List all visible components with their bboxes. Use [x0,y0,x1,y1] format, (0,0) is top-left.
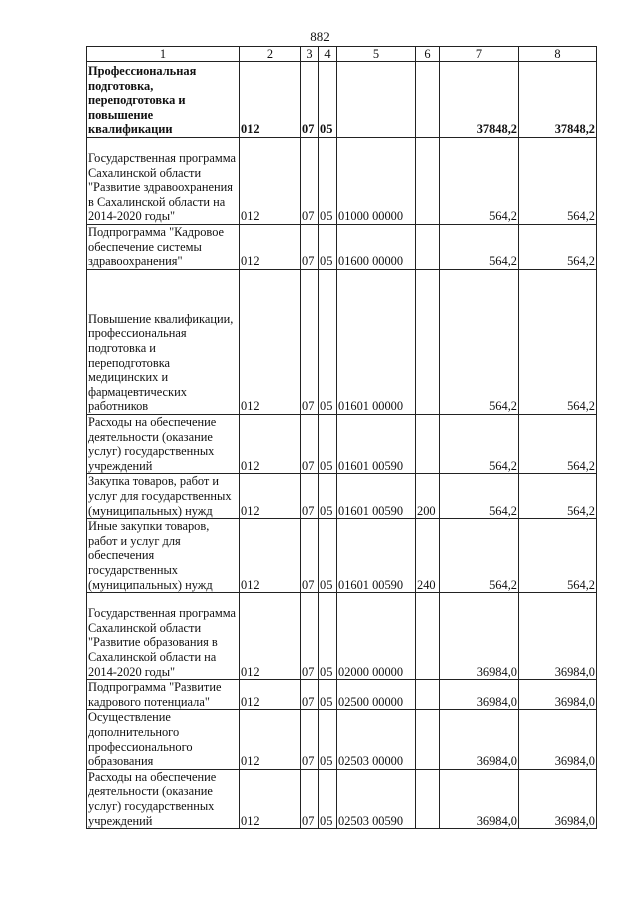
row-name-cell: Повышение квалификации, профессиональная подготовка и переподготовка медицинских и фармацевтических работников [87,270,240,415]
row-name-cell: Закупка товаров, работ и услуг для государственных (муниципальных) нужд [87,474,240,519]
amount-col7-cell: 564,2 [440,225,519,270]
amount-col8-cell: 564,2 [519,415,597,474]
chapter-code-cell: 012 [240,710,301,769]
chapter-code-cell: 012 [240,225,301,270]
table-row [87,138,597,225]
section-code-cell: 07 [301,225,319,270]
row-name-cell: Профессиональная подготовка, переподготовка и повышение квалификации [87,62,240,138]
subsection-code-cell: 05 [319,519,337,593]
expense-type-cell [416,138,440,225]
target-article-cell: 02500 00000 [337,680,416,710]
table-row [87,62,597,138]
expense-type-cell [416,680,440,710]
amount-col7-cell: 564,2 [440,270,519,415]
section-code-cell: 07 [301,769,319,828]
target-article-cell: 01601 00000 [337,270,416,415]
subsection-code-cell: 05 [319,680,337,710]
table-row [87,519,597,593]
expense-type-cell [416,710,440,769]
row-name-cell: Подпрограмма "Кадровое обеспечение системы здравоохранения" [87,225,240,270]
amount-col7-cell: 36984,0 [440,680,519,710]
expense-type-cell: 200 [416,474,440,519]
chapter-code-cell: 012 [240,680,301,710]
row-name-cell: Иные закупки товаров, работ и услуг для обеспечения государственных (муниципальных) нужд [87,519,240,593]
chapter-code-cell: 012 [240,474,301,519]
amount-col7-cell: 564,2 [440,415,519,474]
chapter-code-cell: 012 [240,769,301,828]
column-header: 1 [87,47,240,62]
amount-col8-cell: 36984,0 [519,769,597,828]
table-row [87,680,597,710]
row-name-cell: Государственная программа Сахалинской области "Развитие образования в Сахалинской области на 2014-2020 годы" [87,593,240,680]
amount-col7-cell: 36984,0 [440,710,519,769]
section-code-cell: 07 [301,62,319,138]
target-article-cell: 01601 00590 [337,519,416,593]
subsection-code-cell: 05 [319,769,337,828]
target-article-cell: 02503 00000 [337,710,416,769]
amount-col8-cell: 564,2 [519,225,597,270]
section-code-cell: 07 [301,270,319,415]
subsection-code-cell: 05 [319,62,337,138]
amount-col8-cell: 564,2 [519,138,597,225]
section-code-cell: 07 [301,710,319,769]
amount-col8-cell: 37848,2 [519,62,597,138]
table-row [87,593,597,680]
expense-type-cell [416,769,440,828]
subsection-code-cell: 05 [319,270,337,415]
column-header: 2 [240,47,301,62]
expense-type-cell [416,593,440,680]
chapter-code-cell: 012 [240,138,301,225]
amount-col8-cell: 36984,0 [519,710,597,769]
amount-col7-cell: 564,2 [440,138,519,225]
subsection-code-cell: 05 [319,225,337,270]
amount-col7-cell: 36984,0 [440,593,519,680]
column-header: 4 [319,47,337,62]
table-row [87,415,597,474]
row-name-cell: Расходы на обеспечение деятельности (оказание услуг) государственных учреждений [87,769,240,828]
row-name-cell: Расходы на обеспечение деятельности (оказание услуг) государственных учреждений [87,415,240,474]
amount-col7-cell: 564,2 [440,519,519,593]
table-row [87,710,597,769]
subsection-code-cell: 05 [319,593,337,680]
section-code-cell: 07 [301,680,319,710]
amount-col8-cell: 36984,0 [519,680,597,710]
table-row [87,474,597,519]
expense-type-cell [416,270,440,415]
expense-type-cell: 240 [416,519,440,593]
column-header: 5 [337,47,416,62]
section-code-cell: 07 [301,519,319,593]
row-name-cell: Осуществление дополнительного профессионального образования [87,710,240,769]
target-article-cell: 02503 00590 [337,769,416,828]
table-row [87,769,597,828]
expense-type-cell [416,415,440,474]
column-header: 6 [416,47,440,62]
section-code-cell: 07 [301,138,319,225]
chapter-code-cell: 012 [240,593,301,680]
expense-type-cell [416,225,440,270]
page-number: 882 [310,29,330,44]
section-code-cell: 07 [301,593,319,680]
amount-col8-cell: 564,2 [519,270,597,415]
target-article-cell [337,62,416,138]
section-code-cell: 07 [301,415,319,474]
subsection-code-cell: 05 [319,138,337,225]
subsection-code-cell: 05 [319,415,337,474]
chapter-code-cell: 012 [240,415,301,474]
chapter-code-cell: 012 [240,519,301,593]
table-row [87,225,597,270]
expense-type-cell [416,62,440,138]
target-article-cell: 02000 00000 [337,593,416,680]
column-header: 3 [301,47,319,62]
column-header: 7 [440,47,519,62]
target-article-cell: 01600 00000 [337,225,416,270]
amount-col8-cell: 36984,0 [519,593,597,680]
amount-col7-cell: 564,2 [440,474,519,519]
subsection-code-cell: 05 [319,710,337,769]
section-code-cell: 07 [301,474,319,519]
column-header: 8 [519,47,597,62]
subsection-code-cell: 05 [319,474,337,519]
target-article-cell: 01000 00000 [337,138,416,225]
amount-col7-cell: 36984,0 [440,769,519,828]
target-article-cell: 01601 00590 [337,474,416,519]
amount-col8-cell: 564,2 [519,519,597,593]
target-article-cell: 01601 00590 [337,415,416,474]
chapter-code-cell: 012 [240,270,301,415]
column-number-row [87,47,597,62]
table-row [87,270,597,415]
row-name-cell: Подпрограмма "Развитие кадрового потенциала" [87,680,240,710]
amount-col7-cell: 37848,2 [440,62,519,138]
row-name-cell: Государственная программа Сахалинской области "Развитие здравоохранения в Сахалинской области на 2014-2020 годы" [87,138,240,225]
amount-col8-cell: 564,2 [519,474,597,519]
budget-table [86,46,597,829]
chapter-code-cell: 012 [240,62,301,138]
